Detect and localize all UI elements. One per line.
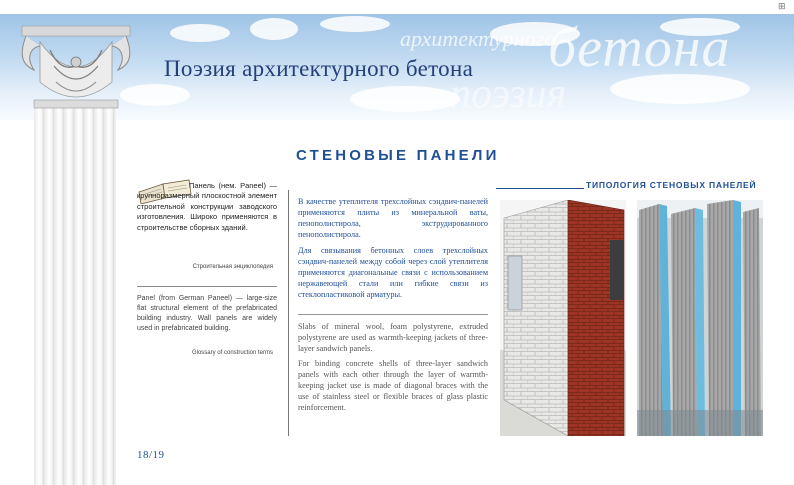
glossary-definition-ru: Панель (нем. Paneel) — крупноразмерный плоскостной элемент строительной конструкции заводского изготовления. Широко применяются в строительстве сборных зданий.	[137, 181, 277, 232]
banner-title: Поэзия архитектурного бетона	[164, 56, 474, 81]
glossary-source-ru: Строительная энциклопедия	[192, 264, 273, 270]
typology-heading: ТИПОЛОГИЯ СТЕНОВЫХ ПАНЕЛЕЙ	[586, 180, 757, 190]
top-margin	[0, 0, 794, 14]
column-capital-icon	[16, 22, 136, 112]
body-paragraph-en-2: For binding concrete shells of three-layer sandwich panels with each other through the layer of warmth-keeping jacket use is made of diagonal braces with the use of stainless steel or flexible braces of glass plastic reinforcement.	[298, 359, 488, 412]
column-shaft	[34, 100, 116, 485]
banner-ghost-text-mid: поэзия	[450, 71, 567, 117]
glossary-source-en: Glossary of construction terms	[191, 350, 273, 356]
body-divider	[298, 314, 488, 315]
page-corner-icon: ⊞	[778, 2, 786, 12]
photo-sandwich-panels	[637, 200, 763, 436]
glossary-divider	[137, 286, 277, 287]
page-number: 18/19	[137, 449, 165, 461]
body-paragraph-ru-1: В качестве утеплителя трехслойных сэндвич-панелей применяются плиты из минеральной ваты, пенополистирола, экструдированного пенополистирола.	[298, 197, 488, 239]
page-title: СТЕНОВЫЕ ПАНЕЛИ	[296, 147, 500, 164]
typology-rule	[496, 188, 584, 189]
banner-ghost-text-large: бетона	[548, 17, 731, 79]
body-paragraph-en-1: Slabs of mineral wool, foam polystyrene, extruded polystyrene are used as warmth-keeping jackets of three-layer sandwich panels.	[298, 322, 488, 353]
body-paragraph-ru-2: Для связывания бетонных слоев трехслойных сэндвич-панелей между собой через слой утеплителя применяются диагональные связи с использованием нержавеющей стали или гибкие связи из стеклопластиковой арматуры.	[298, 246, 488, 299]
banner-ghost-text-small: архитектурного	[400, 26, 556, 51]
body-text-column	[298, 196, 488, 417]
glossary-definition-en: Panel (from German Paneel) — large-size flat structural element of the prefabricated building industry. Wall panels are widely used in prefabricated building.	[137, 295, 277, 332]
column-divider	[288, 190, 289, 436]
photo-brick-panels	[500, 200, 626, 436]
